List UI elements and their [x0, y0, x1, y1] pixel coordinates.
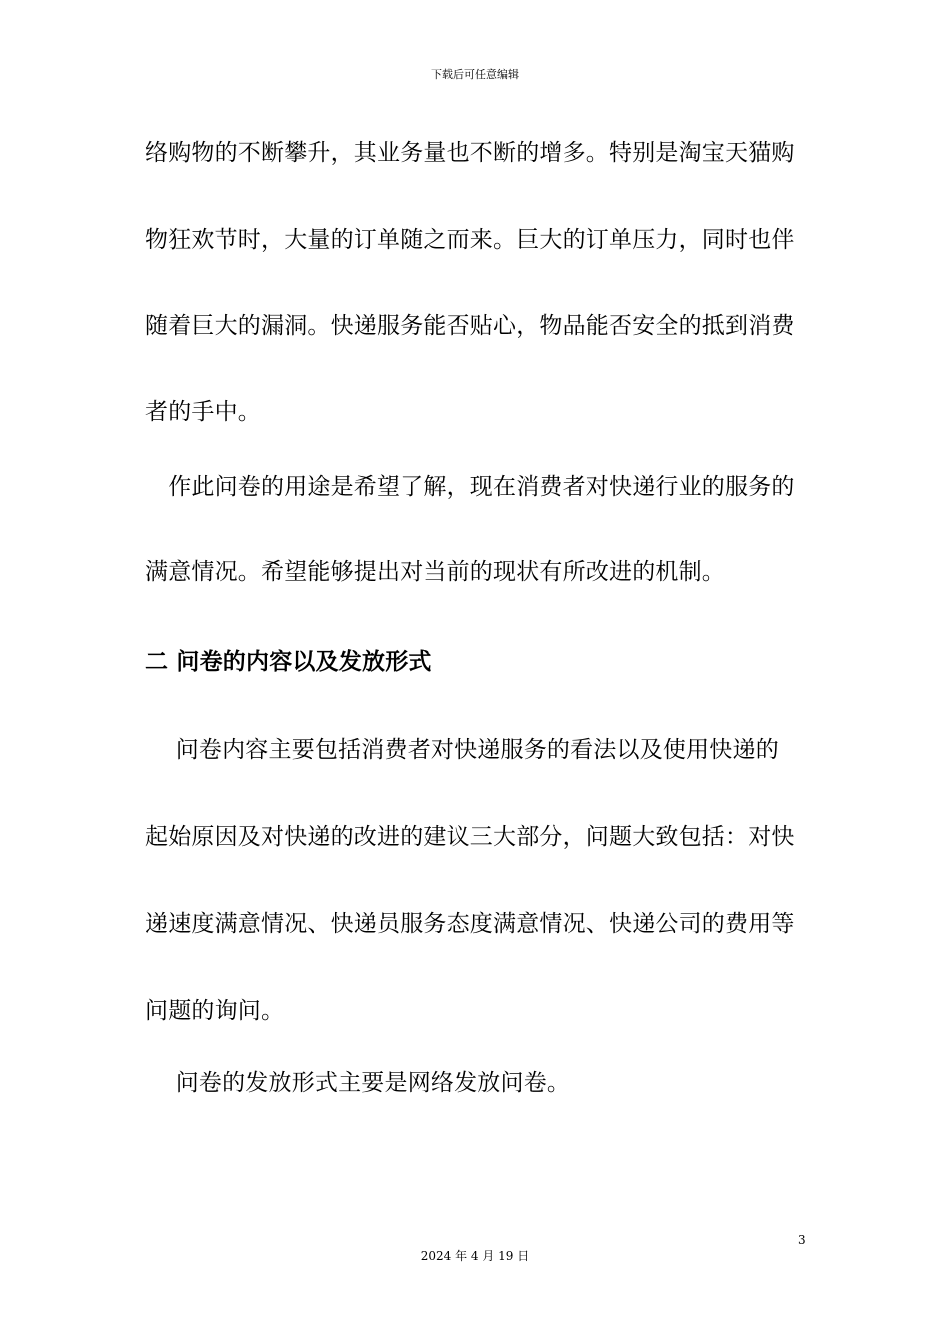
body-line-5: 作此问卷的用途是希望了解，现在消费者对快递行业的服务的 — [145, 474, 795, 500]
page-number: 3 — [798, 1233, 806, 1247]
body-line-6: 满意情况。希望能够提出对当前的现状有所改进的机制。 — [145, 559, 725, 585]
body-line-3: 随着巨大的漏洞。快递服务能否贴心，物品能否安全的抵到消费 — [145, 313, 795, 339]
body-line-11: 问题的询问。 — [145, 998, 285, 1024]
footer-date: 2024 年 4 月 19 日 — [420, 1249, 530, 1263]
section-heading: 二 问卷的内容以及发放形式 — [145, 649, 432, 675]
page-header: 下载后可任意编辑 — [431, 68, 519, 81]
body-line-9: 起始原因及对快递的改进的建议三大部分，问题大致包括：对快 — [145, 824, 795, 850]
body-line-1: 络购物的不断攀升，其业务量也不断的增多。特别是淘宝天猫购 — [145, 140, 795, 166]
body-line-4: 者的手中。 — [145, 399, 261, 425]
body-line-12: 问卷的发放形式主要是网络发放问卷。 — [145, 1070, 571, 1096]
body-line-10: 递速度满意情况、快递员服务态度满意情况、快递公司的费用等 — [145, 911, 795, 937]
body-line-2: 物狂欢节时，大量的订单随之而来。巨大的订单压力，同时也伴 — [145, 227, 795, 253]
body-line-8: 问卷内容主要包括消费者对快递服务的看法以及使用快递的 — [145, 737, 779, 763]
